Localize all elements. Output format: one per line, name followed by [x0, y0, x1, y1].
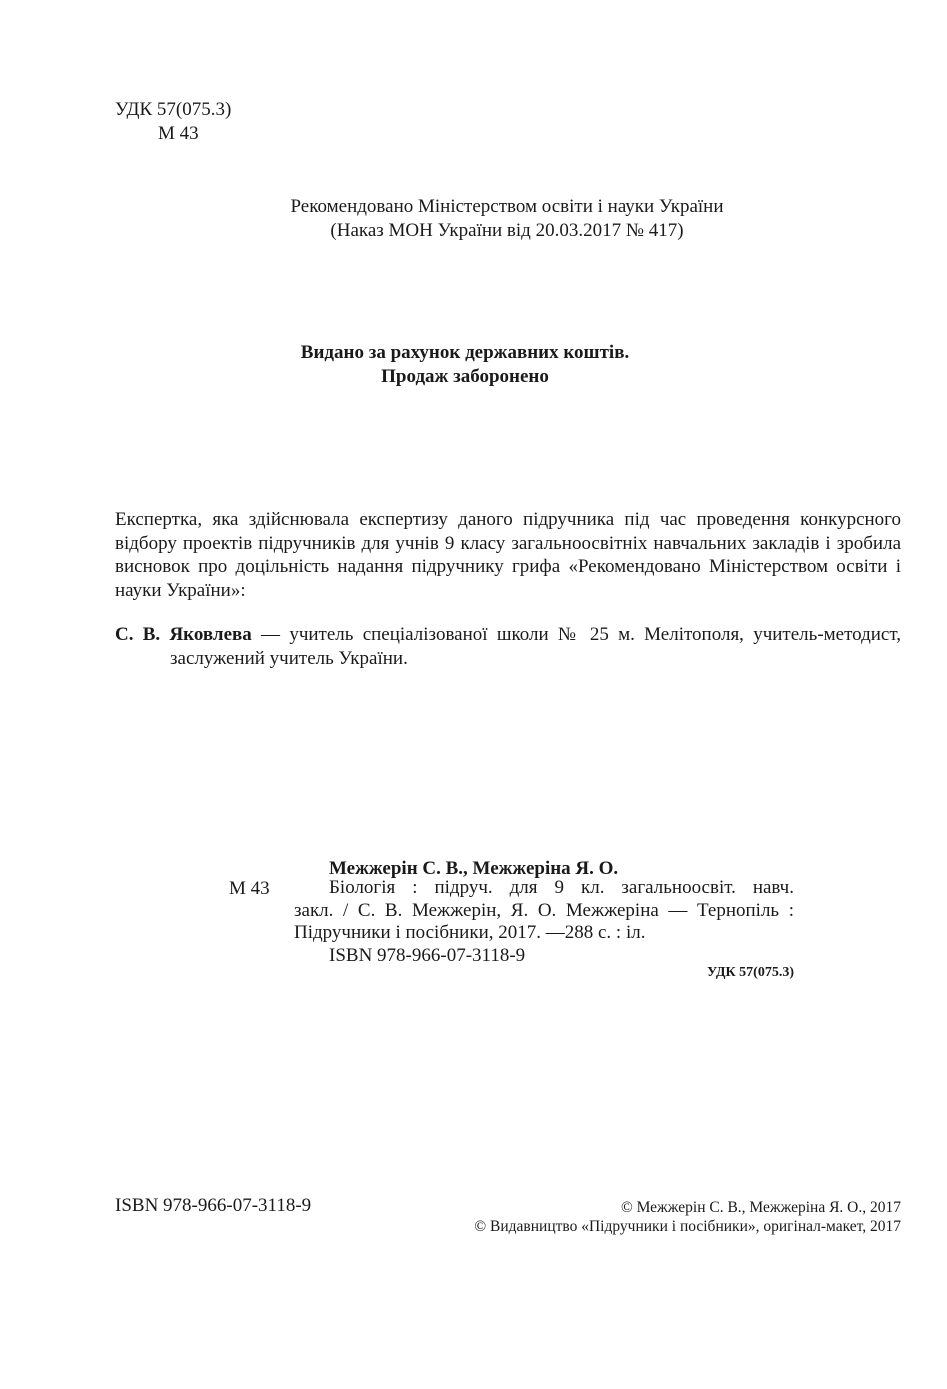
footer-isbn: ISBN 978-966-07-3118-9	[115, 1195, 312, 1216]
copyright-block	[380, 1198, 901, 1236]
card-publisher-line: закл. / С. В. Межжерін, Я. О. Межжеріна — Тернопіль :	[294, 899, 794, 921]
expert-paragraph: Експертка, яка здійснювала експертизу даного підручника під час проведення конкурсного відбору проектів підручників для учнів 9 класу загальноосвітніх навчальних закладів і зробила висновок про доцільність надання підручнику грифа «Рекомендовано Міністерством освіти і науки України»:	[115, 509, 901, 601]
card-isbn: ISBN 978-966-07-3118-9	[329, 944, 526, 966]
expert-name: С. В. Яковлева	[115, 624, 252, 645]
copyright-authors: © Межжерін С. В., Межжеріна Я. О., 2017	[620, 1199, 901, 1216]
expert-entry	[115, 623, 901, 671]
copyright-publisher: © Видавництво «Підручники і посібники», оригінал-макет, 2017	[474, 1218, 901, 1235]
card-index: М 43	[229, 878, 270, 899]
expert-description-continued: заслужений учитель України.	[170, 648, 408, 669]
card-pages-line: Підручники і посібники, 2017. —288 с. : іл.	[294, 922, 646, 943]
state-funds-line: Видано за рахунок державних коштів.	[300, 342, 630, 363]
card-title-line: Біологія : підруч. для 9 кл. загальноосвіт. навч.	[329, 877, 794, 898]
expert-entry-line	[115, 623, 901, 647]
state-funds-notice	[0, 341, 930, 389]
catalog-card-body	[294, 877, 794, 967]
expert-description: — учитель спеціалізованої школи № 25 м. Мелітополя, учитель-методист,	[251, 624, 901, 645]
order-reference: (Наказ МОН України від 20.03.2017 № 417)	[330, 220, 684, 241]
catalog-index: М 43	[158, 123, 199, 144]
sale-prohibited-line: Продаж заборонено	[381, 366, 549, 387]
card-authors: Межжерін С. В., Межжеріна Я. О.	[329, 858, 619, 879]
ministry-recommendation	[0, 195, 947, 243]
recommendation-line: Рекомендовано Міністерством освіти і науки України	[290, 196, 724, 217]
card-udk: УДК 57(075.3)	[707, 965, 794, 980]
udk-code: УДК 57(075.3)	[115, 99, 232, 120]
